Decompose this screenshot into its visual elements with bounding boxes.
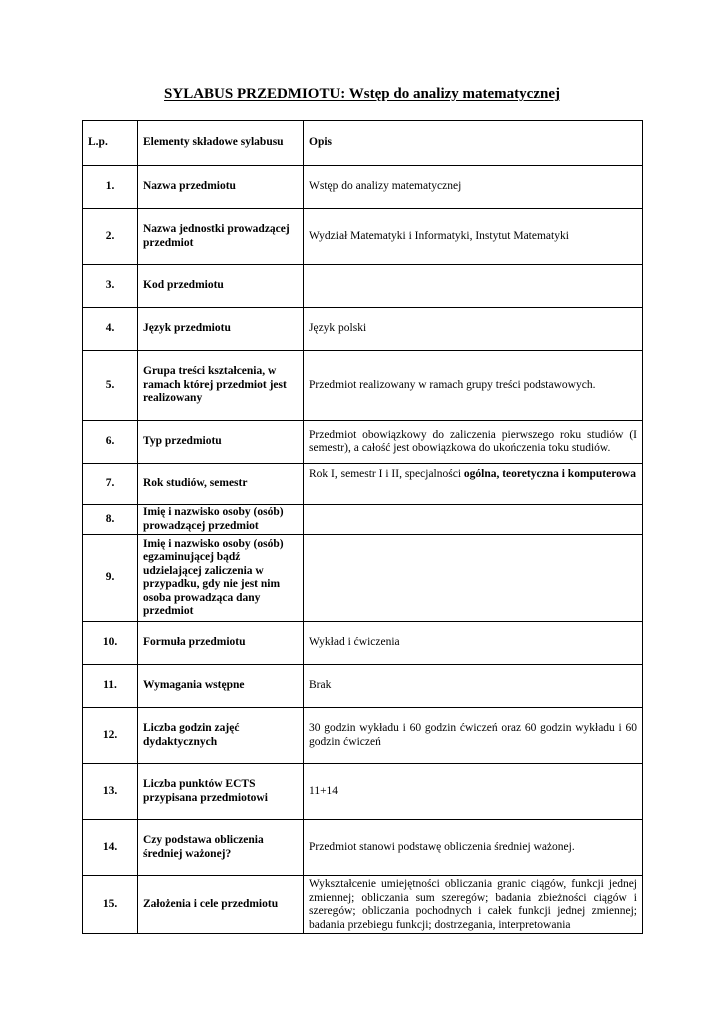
row-description: Język polski [304,308,643,351]
table-row [83,166,643,209]
table-row [83,351,643,421]
row-description: Przedmiot stanowi podstawę obliczenia średniej ważonej. [304,820,643,876]
row-description: Wykład i ćwiczenia [304,622,643,665]
table-row [83,764,643,820]
table-row [83,708,643,764]
row-number: 10. [83,622,138,665]
row-number: 15. [83,876,138,934]
row-description: 30 godzin wykładu i 60 godzin ćwiczeń oraz 60 godzin wykładu i 60 godzin ćwiczeń [304,708,643,764]
row-description: 11+14 [304,764,643,820]
row-element: Imię i nazwisko osoby (osób) prowadzącej przedmiot [138,505,304,535]
row-number: 7. [83,464,138,505]
row-number: 9. [83,535,138,622]
table-row [83,665,643,708]
row-description: Przedmiot obowiązkowy do zaliczenia pierwszego roku studiów (I semestr), a całość jest obowiązkowa do ukończenia toku studiów. [304,421,643,464]
row-number: 14. [83,820,138,876]
description-text: Rok I, semestr I i II, specjalności [309,468,464,480]
row-element: Imię i nazwisko osoby (osób) egzaminującej bądź udzielającej zaliczenia w przypadku, gdy nie jest nim osoba prowadząca dany przedmiot [138,535,304,622]
row-element: Kod przedmiotu [138,265,304,308]
table-row [83,535,643,622]
row-element: Wymagania wstępne [138,665,304,708]
row-description [304,535,643,622]
row-element: Czy podstawa obliczenia średniej ważonej? [138,820,304,876]
row-number: 13. [83,764,138,820]
row-element: Rok studiów, semestr [138,464,304,505]
row-element: Formuła przedmiotu [138,622,304,665]
table-row [83,209,643,265]
row-description: Wstęp do analizy matematycznej [304,166,643,209]
row-description: Wykształcenie umiejętności obliczania granic ciągów, funkcji jednej zmiennej; obliczania sum szeregów; badania zbieżności ciągów i szeregów; obliczania pochodnych i całek funkcji jednej zmiennej; badania przebiegu funkcji; dostrzegania, interpretowania [304,876,643,934]
row-element: Nazwa jednostki prowadzącej przedmiot [138,209,304,265]
row-number: 4. [83,308,138,351]
table-row [83,876,643,934]
row-number: 1. [83,166,138,209]
table-row [83,308,643,351]
row-number: 8. [83,505,138,535]
row-element: Liczba punktów ECTS przypisana przedmiotowi [138,764,304,820]
row-description: Przedmiot realizowany w ramach grupy treści podstawowych. [304,351,643,421]
row-description [304,505,643,535]
header-elements: Elementy składowe sylabusu [138,121,304,166]
table-row [83,265,643,308]
row-description [304,265,643,308]
row-element: Grupa treści kształcenia, w ramach której przedmiot jest realizowany [138,351,304,421]
specialization-text: ogólna, teoretyczna i komputerowa [463,468,636,480]
row-number: 6. [83,421,138,464]
row-number: 5. [83,351,138,421]
row-element: Liczba godzin zajęć dydaktycznych [138,708,304,764]
row-description [304,464,643,505]
table-row [83,622,643,665]
row-element: Język przedmiotu [138,308,304,351]
header-lp: L.p. [83,121,138,166]
row-element: Nazwa przedmiotu [138,166,304,209]
row-element: Typ przedmiotu [138,421,304,464]
row-description: Brak [304,665,643,708]
table-row [83,421,643,464]
row-number: 3. [83,265,138,308]
row-number: 2. [83,209,138,265]
table-header-row [83,121,643,166]
table-row [83,464,643,505]
document-title: SYLABUS PRZEDMIOTU: Wstęp do analizy matematycznej [164,86,560,102]
syllabus-table [82,120,643,934]
row-number: 12. [83,708,138,764]
header-description: Opis [304,121,643,166]
row-description: Wydział Matematyki i Informatyki, Instytut Matematyki [304,209,643,265]
table-row [83,505,643,535]
row-number: 11. [83,665,138,708]
row-element: Założenia i cele przedmiotu [138,876,304,934]
table-row [83,820,643,876]
